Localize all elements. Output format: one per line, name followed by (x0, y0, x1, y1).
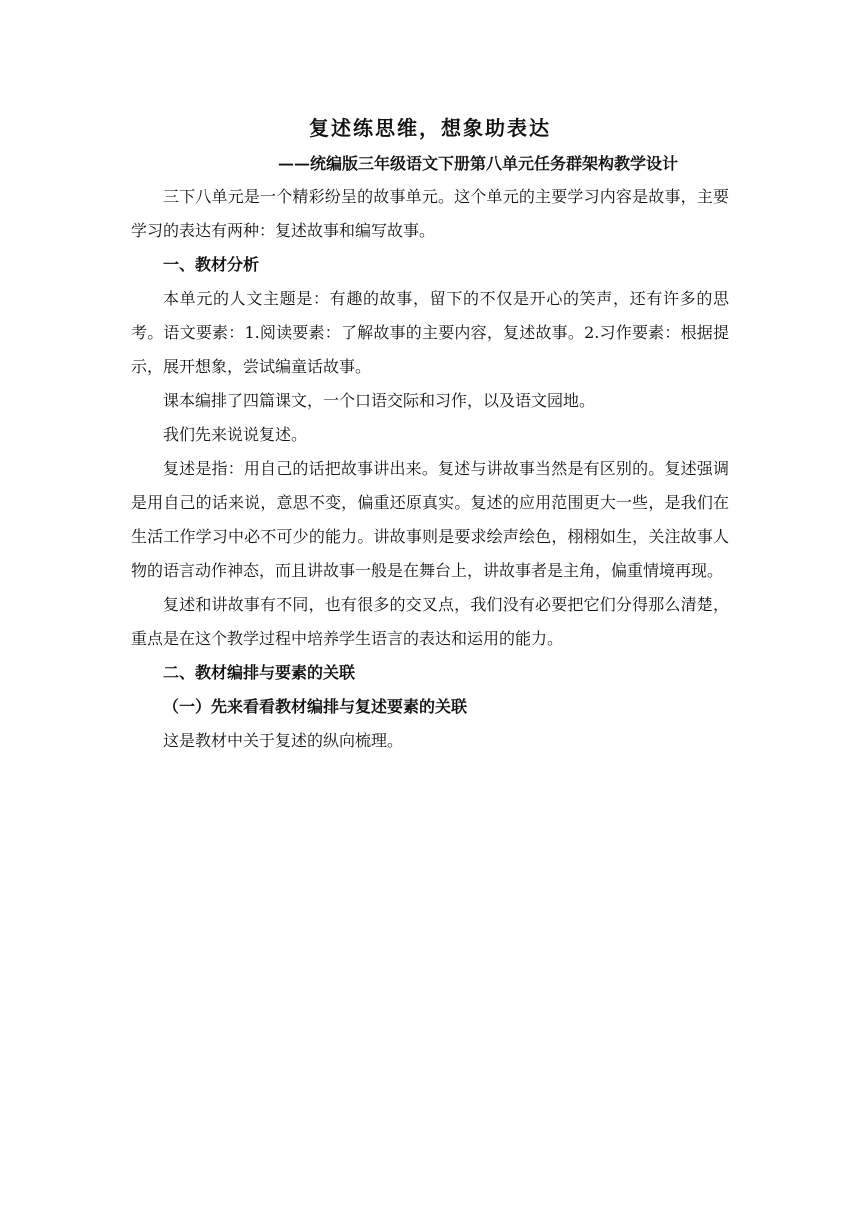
paragraph-retelling-vs-storytelling: 复述和讲故事有不同，也有很多的交叉点，我们没有必要把它们分得那么清楚，重点是在这个教学过程中培养学生语言的表达和运用的能力。 (131, 595, 729, 648)
paragraph-intro: 三下八单元是一个精彩纷呈的故事单元。这个单元的主要学习内容是故事，主要学习的表达有两种：复述故事和编写故事。 (131, 187, 729, 240)
subsection-heading-retelling-elements: （一）先来看看教材编排与复述要素的关联 (163, 697, 468, 716)
paragraph-retelling-definition: 复述是指：用自己的话把故事讲出来。复述与讲故事当然是有区别的。复述强调是用自己的话来说，意思不变，偏重还原真实。复述的应用范围更大一些，是我们在生活工作学习中必不可少的能力。讲故事则是要求绘声绘色，栩栩如生，关注故事人物的语言动作神态，而且讲故事一般是在舞台上，讲故事者是主角，偏重情境再现。 (131, 459, 729, 580)
document-subtitle: ——统编版三年级语文下册第八单元任务群架构教学设计 (277, 154, 678, 173)
section-heading-arrangement-elements: 二、教材编排与要素的关联 (163, 663, 356, 682)
paragraph-textbook-arrangement: 课本编排了四篇课文，一个口语交际和习作，以及语文园地。 (163, 391, 596, 410)
section-heading-textbook-analysis: 一、教材分析 (163, 255, 260, 274)
document-title: 复述练思维，想象助表达 (309, 116, 551, 140)
document-page (131, 108, 729, 758)
paragraph-unit-theme: 本单元的人文主题是：有趣的故事，留下的不仅是开心的笑声，还有许多的思考。语文要素：1.阅读要素：了解故事的主要内容，复述故事。2.习作要素：根据提示，展开想象，尝试编童话故事。 (131, 289, 729, 376)
paragraph-vertical-review: 这是教材中关于复述的纵向梳理。 (163, 731, 404, 750)
paragraph-retelling-intro: 我们先来说说复述。 (163, 425, 308, 444)
